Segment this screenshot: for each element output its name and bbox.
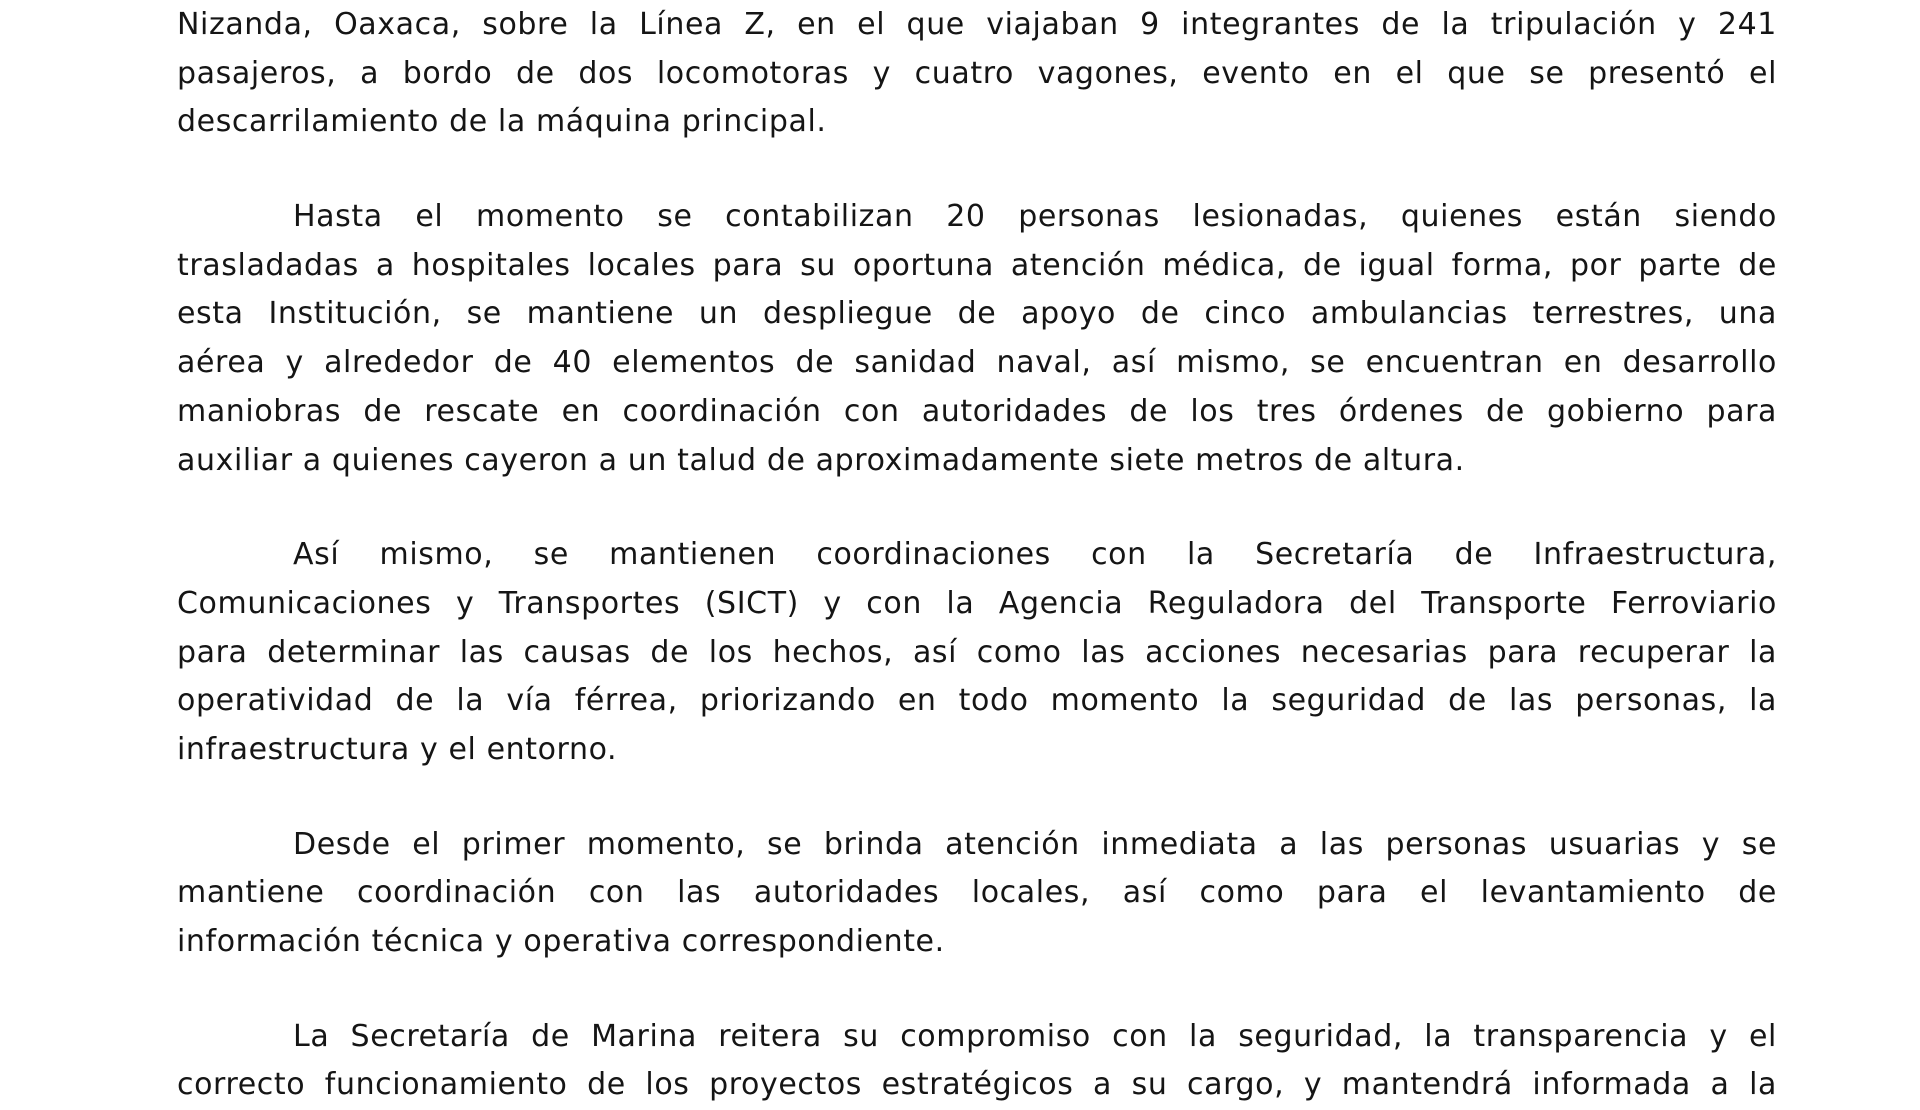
paragraph-2-line-4: aérea y alrededor de 40 elementos de sanidad naval, así mismo, se encuentran en desarrollo (177, 345, 1777, 381)
document-body (177, 0, 1777, 1110)
paragraph-4-line-1: Desde el primer momento, se brinda atención inmediata a las personas usuarias y se (293, 826, 1777, 862)
paragraph-5-line-1: La Secretaría de Marina reitera su compromiso con la seguridad, la transparencia y el (293, 1018, 1777, 1054)
paragraph-3-line-1: Así mismo, se mantienen coordinaciones con la Secretaría de Infraestructura, (293, 537, 1777, 573)
paragraph-2 (177, 193, 1777, 485)
paragraph-1-line-1: Nizanda, Oaxaca, sobre la Línea Z, en el que viajaban 9 integrantes de la tripulación y 241 (177, 7, 1777, 42)
paragraph-3 (177, 531, 1777, 774)
paragraph-3-line-5: infraestructura y el entorno. (177, 731, 618, 767)
paragraph-2-line-2: trasladadas a hospitales locales para su oportuna atención médica, de igual forma, por parte de (177, 247, 1777, 283)
paragraph-4-line-2: mantiene coordinación con las autoridades locales, así como para el levantamiento de (177, 875, 1777, 911)
paragraph-1-line-3: descarrilamiento de la máquina principal. (177, 104, 827, 140)
paragraph-2-line-1: Hasta el momento se contabilizan 20 personas lesionadas, quienes están siendo (293, 199, 1777, 235)
paragraph-3-line-3: para determinar las causas de los hechos, así como las acciones necesarias para recuperar la (177, 634, 1777, 670)
paragraph-4-line-3: información técnica y operativa correspondiente. (177, 924, 945, 959)
paragraph-5-line-2: correcto funcionamiento de los proyectos estratégicos a su cargo, y mantendrá informada a la (177, 1067, 1777, 1103)
paragraph-1-line-2: pasajeros, a bordo de dos locomotoras y cuatro vagones, evento en el que se presentó el (177, 55, 1777, 91)
paragraph-5 (177, 1013, 1777, 1110)
paragraph-2-line-5: maniobras de rescate en coordinación con autoridades de los tres órdenes de gobierno para (177, 393, 1777, 429)
paragraph-3-line-4: operatividad de la vía férrea, priorizando en todo momento la seguridad de las personas, la (177, 683, 1777, 719)
paragraph-3-line-2: Comunicaciones y Transportes (SICT) y con la Agencia Reguladora del Transporte Ferroviario (177, 585, 1777, 621)
paragraph-4 (177, 821, 1777, 967)
paragraph-2-line-3: esta Institución, se mantiene un despliegue de apoyo de cinco ambulancias terrestres, una (177, 296, 1777, 332)
paragraph-2-line-6: auxiliar a quienes cayeron a un talud de aproximadamente siete metros de altura. (177, 442, 1465, 478)
paragraph-1 (177, 1, 1777, 147)
